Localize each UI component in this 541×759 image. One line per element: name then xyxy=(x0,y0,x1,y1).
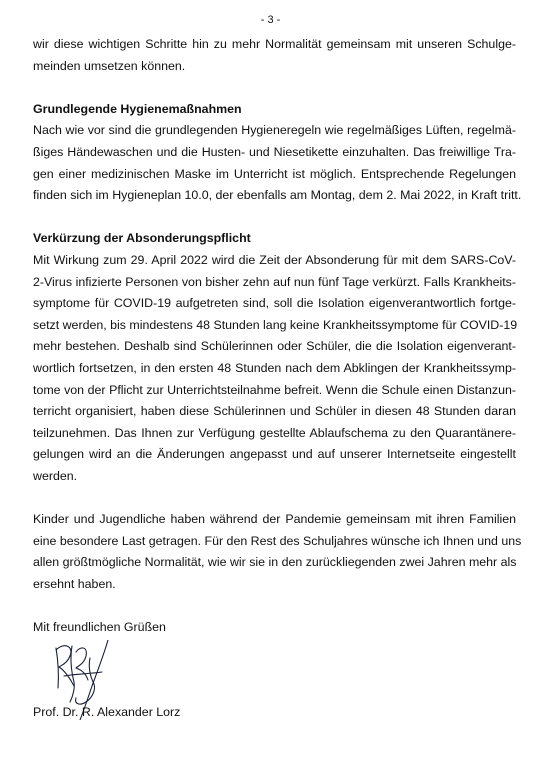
text-line: terricht organisiert, haben diese Schülerinnen und Schüler in diesen 48 Stunden daran xyxy=(33,404,516,419)
text-line: ersehnt haben. xyxy=(33,576,116,591)
text-line: tome von der Pflicht zur Unterrichtsteilnahme befreit. Wenn die Schule einen Distanzun- xyxy=(33,382,516,397)
text-line: gelungen wird an die Änderungen angepasst und auf unserer Internetseite eingestellt xyxy=(33,447,516,462)
text-line: symptome für COVID-19 aufgetreten sind, soll die Isolation eigenverantwortlich fortge- xyxy=(33,296,516,311)
text-line: wir diese wichtigen Schritte hin zu mehr Normalität gemeinsam mit unseren Schulge- xyxy=(33,37,516,51)
text-line: finden sich im Hygieneplan 10.0, der ebenfalls am Montag, dem 2. Mai 2022, in Kraft tritt. xyxy=(33,188,522,203)
letter-body xyxy=(33,34,522,639)
page-number: - 3 - xyxy=(260,14,281,26)
section-hygiene xyxy=(33,99,522,207)
text-line: gen einer medizinischen Maske im Unterricht ist möglich. Entsprechende Regelungen xyxy=(33,166,516,181)
text-line: teilzunehmen. Das Ihnen zur Verfügung gestellte Ablaufschema zu den Quarantänere- xyxy=(33,425,516,440)
section-heading: Verkürzung der Absonderungspflicht xyxy=(33,231,251,246)
text-line: Mit Wirkung zum 29. April 2022 wird die Zeit der Absonderung für mit dem SARS-CoV- xyxy=(33,252,516,267)
text-line: wortlich fortsetzen, in den ersten 48 Stunden nach dem Abklingen der Krankheitssymp- xyxy=(33,360,516,375)
text-line: meinden umsetzen können. xyxy=(33,58,186,73)
text-line: eine besondere Last getragen. Für den Rest des Schuljahres wünsche ich Ihnen und uns xyxy=(33,533,522,548)
text-line: werden. xyxy=(33,468,78,483)
section-heading: Grundlegende Hygienemaßnahmen xyxy=(33,101,242,116)
intro-paragraph xyxy=(33,34,516,77)
text-line: Kinder und Jugendliche haben während der Pandemie gemeinsam mit ihren Familien xyxy=(33,512,516,527)
closing-paragraph xyxy=(33,509,522,595)
signatory-name: Prof. Dr. R. Alexander Lorz xyxy=(33,705,181,719)
text-line: allen größtmögliche Normalität, wie wir sie in den zurückliegenden zwei Jahren mehr als xyxy=(33,555,517,570)
text-line: ßiges Händewaschen und die Husten- und Niesetikette einzuhalten. Das freiwillige Tra- xyxy=(33,144,516,159)
text-line: setzt werden, bis mindestens 48 Stunden lang keine Krankheitssymptome für COVID-19 xyxy=(33,317,518,332)
text-line: Nach wie vor sind die grundlegenden Hygieneregeln wie regelmäßiges Lüften, regelmä- xyxy=(33,123,516,138)
section-isolation xyxy=(33,228,516,487)
text-line: mehr bestehen. Deshalb sind Schülerinnen oder Schüler, die die Isolation eigenverant- xyxy=(33,339,516,354)
greeting: Mit freundlichen Grüßen xyxy=(33,620,166,635)
text-line: 2-Virus infizierte Personen von bisher zehn auf nun fünf Tage verkürzt. Falls Krankheits- xyxy=(33,274,516,289)
